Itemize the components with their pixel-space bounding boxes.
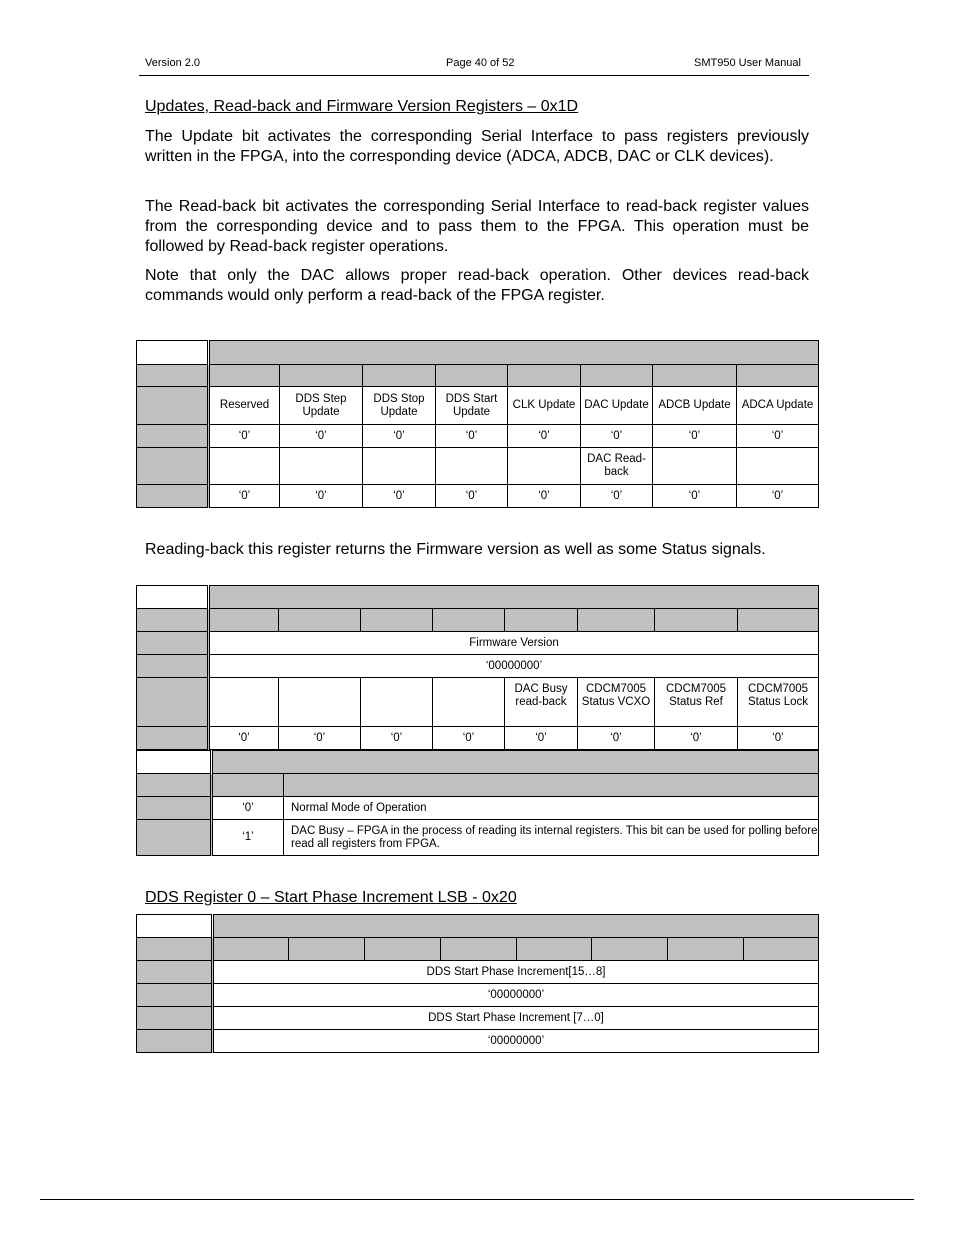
table-cell: DDS Start Phase Increment[15…8] [213,961,819,984]
dac-busy-mode-table [136,750,819,856]
table-cell: ‘0’ [279,727,361,750]
table-cell: Reserved [209,387,280,425]
firmware-version-default: ‘00000000’ [209,655,819,678]
table-cell: ‘0’ [436,485,508,508]
table-cell: ‘00000000’ [213,984,819,1007]
table-row [137,485,819,508]
table-cell: DAC Read-back [581,448,653,485]
paragraph-note: Note that only the DAC allows proper read-back operation. Other devices read-back commands would only perform a read-back of the FPGA register. [145,267,809,304]
table-cell: ‘0’ [508,485,581,508]
table-row [137,727,819,750]
table-cell: ‘0’ [433,727,505,750]
table-cell: DDS Stop Update [363,387,436,425]
table-cell [433,678,505,727]
paragraph-readback-firmware: Reading-back this register returns the Firmware version as well as some Status signals. [145,541,766,558]
header-divider [139,75,809,76]
header-version: Version 2.0 [145,57,201,69]
mode-description: DAC Busy – FPGA in the process of reading its internal registers. This bit can be used for polling before read all registers from FPGA. [284,820,819,856]
table-cell: ‘0’ [655,727,738,750]
table-row [137,797,819,820]
table-cell: ‘0’ [209,425,280,448]
table-cell: DDS Start Update [436,387,508,425]
table-cell: ‘0’ [581,485,653,508]
table-cell: DAC Busy read-back [505,678,578,727]
paragraph-readback-bit: The Read-back bit activates the corresponding Serial Interface to read-back register values from the corresponding device and to pass them to the FPGA. This operation must be followed by Read-back register operations. [145,198,809,255]
firmware-version-label: Firmware Version [209,632,819,655]
register-table-0x1d-read [136,585,819,750]
table-row [137,678,819,727]
table-cell: ‘0’ [653,425,737,448]
table-cell: DDS Start Phase Increment [7…0] [213,1007,819,1030]
mode-value: ‘1’ [212,820,284,856]
section-heading-updates: Updates, Read-back and Firmware Version Registers – 0x1D [145,98,579,115]
table-cell: ‘0’ [653,485,737,508]
table-cell: ADCA Update [737,387,819,425]
paragraph-update-bit: The Update bit activates the corresponding Serial Interface to pass registers previously written in the FPGA, into the corresponding device (ADCA, ADCB, DAC or CLK devices). [145,128,809,165]
table-cell [280,448,363,485]
table-cell: ‘0’ [280,425,363,448]
table-cell: DDS Step Update [280,387,363,425]
table-row [137,425,819,448]
table-row [137,655,819,678]
table-cell: DAC Update [581,387,653,425]
table-cell: ‘0’ [737,485,819,508]
table-cell: ‘0’ [505,727,578,750]
table-row [137,820,819,856]
footer-divider [40,1199,914,1200]
table-cell: ‘0’ [209,485,280,508]
header-page-number: Page 40 of 52 [446,57,515,69]
table-row [137,984,819,1007]
header-manual-title: SMT950 User Manual [694,57,801,69]
table-cell: ‘0’ [361,727,433,750]
table-cell: ‘00000000’ [213,1030,819,1053]
table-cell: ADCB Update [653,387,737,425]
table-cell: ‘0’ [737,425,819,448]
table-cell: ‘0’ [436,425,508,448]
table-cell [737,448,819,485]
table-cell: ‘0’ [581,425,653,448]
table-cell: CDCM7005 Status Ref [655,678,738,727]
mode-value: ‘0’ [212,797,284,820]
table-row [137,632,819,655]
table-cell: ‘0’ [209,727,279,750]
table-cell [279,678,361,727]
table-cell: ‘0’ [578,727,655,750]
register-table-0x20 [136,914,819,1053]
table-cell [209,678,279,727]
table-cell [363,448,436,485]
register-table-0x1d-write [136,340,819,508]
table-cell [361,678,433,727]
table-row [137,387,819,425]
section-heading-dds-register-0: DDS Register 0 – Start Phase Increment LSB - 0x20 [145,889,517,906]
table-cell: CLK Update [508,387,581,425]
table-cell: CDCM7005 Status VCXO [578,678,655,727]
table-cell: ‘0’ [363,485,436,508]
table-row [137,1030,819,1053]
table-cell [436,448,508,485]
table-cell: CDCM7005 Status Lock [738,678,819,727]
mode-description: Normal Mode of Operation [284,797,819,820]
table-row [137,1007,819,1030]
table-cell: ‘0’ [738,727,819,750]
table-row [137,448,819,485]
table-row [137,961,819,984]
table-cell [508,448,581,485]
table-cell [209,448,280,485]
table-cell: ‘0’ [280,485,363,508]
table-cell: ‘0’ [363,425,436,448]
table-cell [653,448,737,485]
table-cell: ‘0’ [508,425,581,448]
